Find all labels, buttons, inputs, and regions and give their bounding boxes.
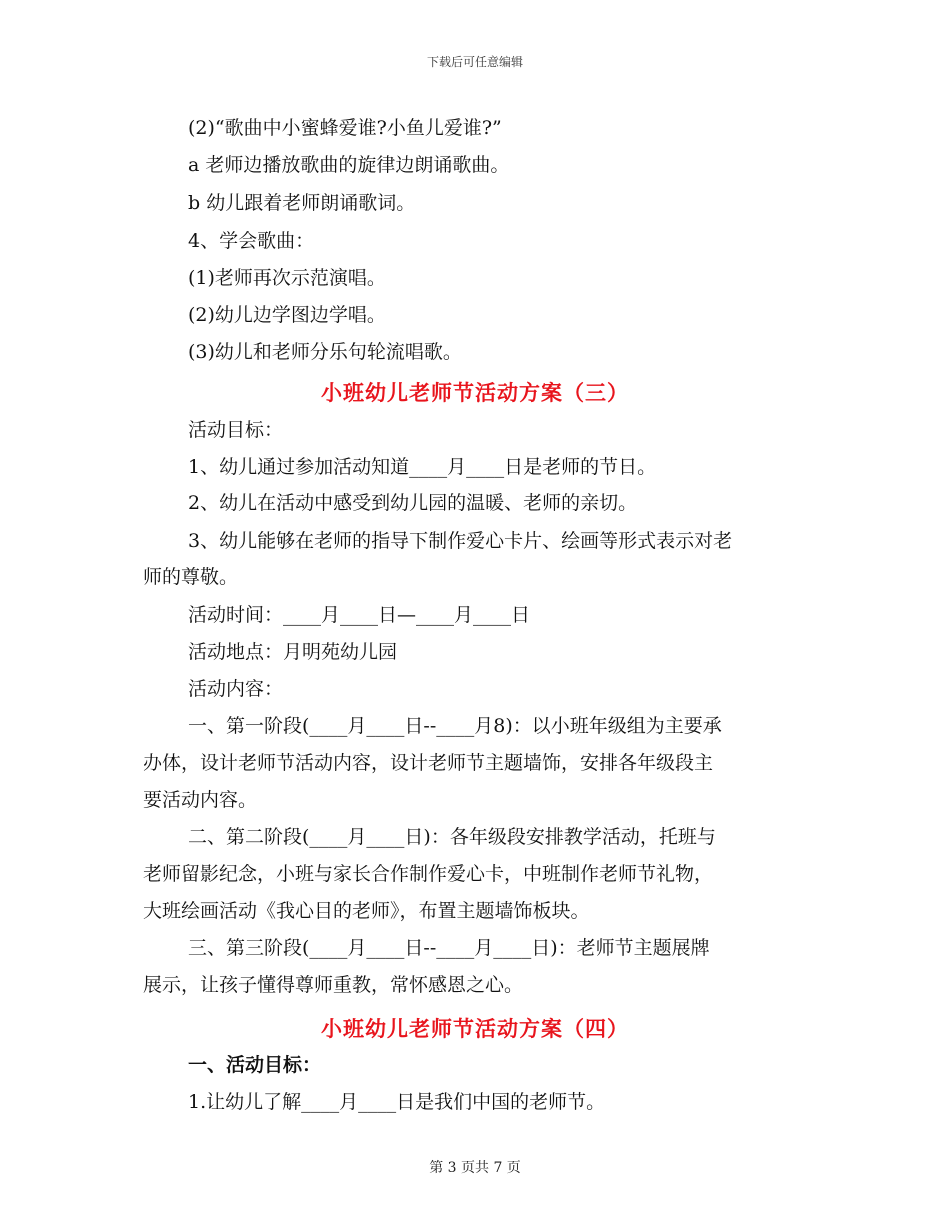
paragraph: 4、学会歌曲： <box>188 230 315 252</box>
paragraph: b 幼儿跟着老师朗诵歌词。 <box>188 192 416 214</box>
section-title: 小班幼儿老师节活动方案（三） <box>321 380 629 405</box>
paragraph: 要活动内容。 <box>143 789 258 811</box>
paragraph: 一、第一阶段(____月____日--____月8)：以小班年级组为主要承 <box>188 715 722 737</box>
paragraph: 展示，让孩子懂得尊师重教，常怀感恩之心。 <box>143 974 524 996</box>
page-footer: 第 3 页共 7 页 <box>429 1160 521 1176</box>
paragraph-heading: 一、活动目标： <box>188 1054 322 1076</box>
paragraph: 三、第三阶段(____月____日--____月____日)：老师节主题展牌 <box>188 937 710 959</box>
paragraph: (3)幼儿和老师分乐句轮流唱歌。 <box>188 341 462 363</box>
paragraph: (1)老师再次示范演唱。 <box>188 267 386 289</box>
paragraph: 3、幼儿能够在老师的指导下制作爱心卡片、绘画等形式表示对老 <box>188 530 733 552</box>
paragraph: (2)幼儿边学图边学唱。 <box>188 304 386 326</box>
paragraph: (2)“歌曲中小蜜蜂爱谁?小鱼儿爱谁?” <box>188 117 502 139</box>
paragraph: a 老师边播放歌曲的旋律边朗诵歌曲。 <box>188 154 510 176</box>
paragraph: 师的尊敬。 <box>143 566 239 588</box>
paragraph: 活动内容： <box>188 678 284 700</box>
paragraph: 办体，设计老师节活动内容，设计老师节主题墙饰，安排各年级段主 <box>143 752 714 774</box>
paragraph: 2、幼儿在活动中感受到幼儿园的温暖、老师的亲切。 <box>188 492 638 514</box>
paragraph: 大班绘画活动《我心目的老师》，布置主题墙饰板块。 <box>143 900 590 922</box>
paragraph: 老师留影纪念，小班与家长合作制作爱心卡，中班制作老师节礼物， <box>143 863 714 885</box>
section-title: 小班幼儿老师节活动方案（四） <box>321 1016 629 1041</box>
paragraph: 二、第二阶段(____月____日)：各年级段安排教学活动，托班与 <box>188 826 716 848</box>
page-header: 下载后可任意编辑 <box>426 55 523 69</box>
paragraph: 活动地点：月明苑幼儿园 <box>188 641 398 663</box>
paragraph: 活动目标： <box>188 419 284 441</box>
paragraph: 1.让幼儿了解____月____日是我们中国的老师节。 <box>188 1091 606 1113</box>
paragraph: 活动时间：____月____日—____月____日 <box>188 604 531 626</box>
paragraph: 1、幼儿通过参加活动知道____月____日是老师的节日。 <box>188 456 657 478</box>
